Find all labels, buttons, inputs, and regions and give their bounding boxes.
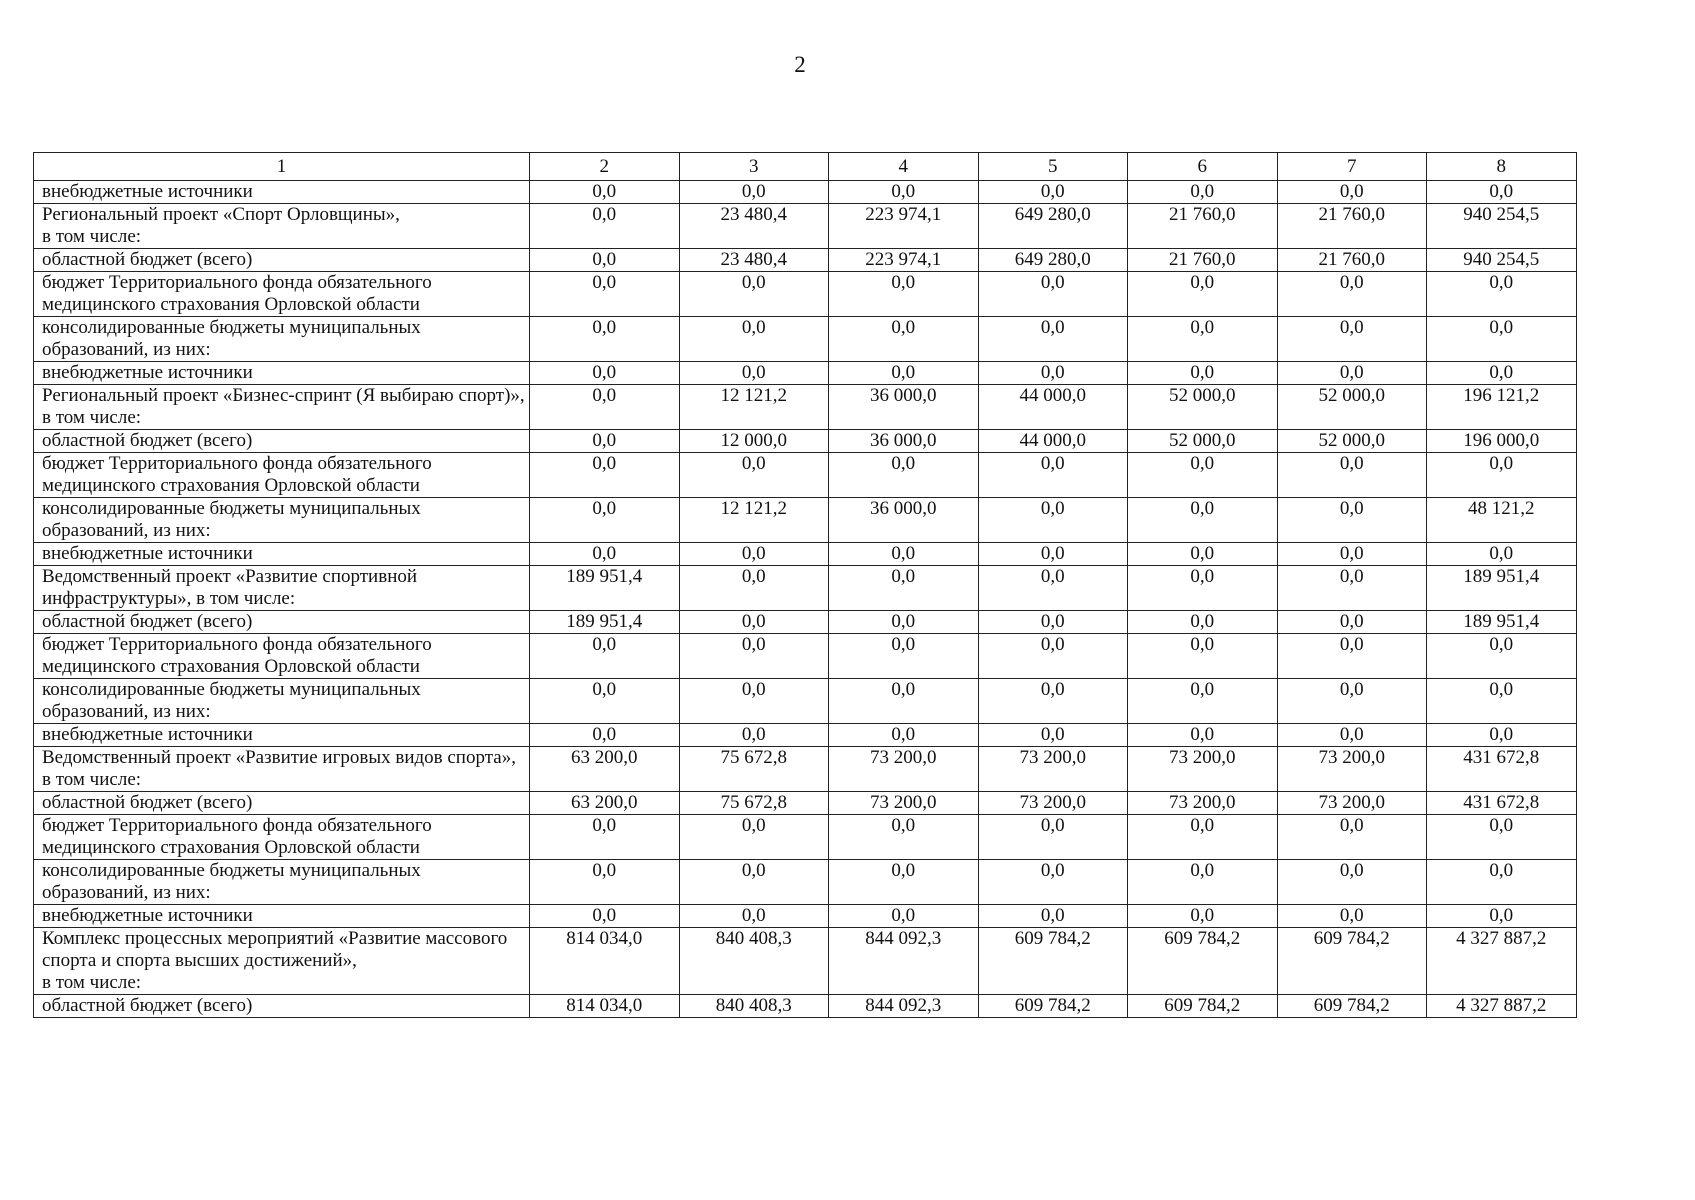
row-label: внебюджетные источники <box>34 181 530 204</box>
table-row <box>34 905 1577 928</box>
row-label: областной бюджет (всего) <box>34 249 530 272</box>
value-cell-col-6: 73 200,0 <box>1128 792 1278 815</box>
value-cell-col-2: 0,0 <box>530 317 680 362</box>
value-cell-col-4: 36 000,0 <box>829 430 979 453</box>
value-cell-col-2: 0,0 <box>530 181 680 204</box>
row-label: областной бюджет (всего) <box>34 430 530 453</box>
value-cell-col-3: 23 480,4 <box>679 204 829 249</box>
value-cell-col-8: 940 254,5 <box>1427 204 1577 249</box>
value-cell-col-7: 0,0 <box>1277 181 1427 204</box>
table-row <box>34 204 1577 249</box>
table-row <box>34 724 1577 747</box>
table-row <box>34 543 1577 566</box>
value-cell-col-3: 0,0 <box>679 272 829 317</box>
value-cell-col-6: 0,0 <box>1128 634 1278 679</box>
value-cell-col-5: 0,0 <box>978 724 1128 747</box>
value-cell-col-5: 0,0 <box>978 566 1128 611</box>
value-cell-col-2: 0,0 <box>530 430 680 453</box>
value-cell-col-5: 0,0 <box>978 453 1128 498</box>
value-cell-col-5: 609 784,2 <box>978 995 1128 1018</box>
value-cell-col-7: 0,0 <box>1277 815 1427 860</box>
row-label: Ведомственный проект «Развитие игровых видов спорта», в том числе: <box>34 747 530 792</box>
value-cell-col-2: 0,0 <box>530 498 680 543</box>
value-cell-col-8: 4 327 887,2 <box>1427 928 1577 995</box>
value-cell-col-7: 52 000,0 <box>1277 430 1427 453</box>
value-cell-col-4: 0,0 <box>829 860 979 905</box>
value-cell-col-2: 63 200,0 <box>530 792 680 815</box>
table-row <box>34 498 1577 543</box>
value-cell-col-4: 0,0 <box>829 566 979 611</box>
value-cell-col-6: 0,0 <box>1128 181 1278 204</box>
value-cell-col-3: 0,0 <box>679 724 829 747</box>
value-cell-col-7: 0,0 <box>1277 679 1427 724</box>
value-cell-col-3: 0,0 <box>679 860 829 905</box>
value-cell-col-6: 21 760,0 <box>1128 204 1278 249</box>
row-label: внебюджетные источники <box>34 362 530 385</box>
page-number: 2 <box>794 52 806 77</box>
value-cell-col-6: 0,0 <box>1128 362 1278 385</box>
value-cell-col-2: 0,0 <box>530 362 680 385</box>
value-cell-col-4: 73 200,0 <box>829 747 979 792</box>
value-cell-col-3: 840 408,3 <box>679 928 829 995</box>
value-cell-col-8: 0,0 <box>1427 724 1577 747</box>
value-cell-col-4: 844 092,3 <box>829 995 979 1018</box>
value-cell-col-8: 0,0 <box>1427 905 1577 928</box>
table-row <box>34 385 1577 430</box>
value-cell-col-6: 21 760,0 <box>1128 249 1278 272</box>
value-cell-col-7: 21 760,0 <box>1277 204 1427 249</box>
value-cell-col-8: 0,0 <box>1427 362 1577 385</box>
value-cell-col-5: 73 200,0 <box>978 747 1128 792</box>
value-cell-col-4: 223 974,1 <box>829 249 979 272</box>
value-cell-col-5: 609 784,2 <box>978 928 1128 995</box>
value-cell-col-6: 0,0 <box>1128 611 1278 634</box>
table-row <box>34 995 1577 1018</box>
value-cell-col-2: 0,0 <box>530 204 680 249</box>
value-cell-col-5: 0,0 <box>978 815 1128 860</box>
row-label: консолидированные бюджеты муниципальных образований, из них: <box>34 679 530 724</box>
value-cell-col-5: 0,0 <box>978 611 1128 634</box>
value-cell-col-7: 21 760,0 <box>1277 249 1427 272</box>
table-row <box>34 747 1577 792</box>
value-cell-col-6: 52 000,0 <box>1128 430 1278 453</box>
value-cell-col-3: 0,0 <box>679 317 829 362</box>
value-cell-col-2: 0,0 <box>530 905 680 928</box>
row-label: Ведомственный проект «Развитие спортивной инфраструктуры», в том числе: <box>34 566 530 611</box>
value-cell-col-2: 0,0 <box>530 272 680 317</box>
row-label: бюджет Территориального фонда обязательного медицинского страхования Орловской области <box>34 634 530 679</box>
value-cell-col-4: 844 092,3 <box>829 928 979 995</box>
value-cell-col-4: 0,0 <box>829 724 979 747</box>
value-cell-col-5: 0,0 <box>978 317 1128 362</box>
value-cell-col-4: 0,0 <box>829 815 979 860</box>
value-cell-col-7: 0,0 <box>1277 611 1427 634</box>
value-cell-col-3: 840 408,3 <box>679 995 829 1018</box>
value-cell-col-7: 0,0 <box>1277 453 1427 498</box>
value-cell-col-4: 0,0 <box>829 272 979 317</box>
value-cell-col-3: 0,0 <box>679 566 829 611</box>
value-cell-col-5: 0,0 <box>978 362 1128 385</box>
value-cell-col-6: 0,0 <box>1128 272 1278 317</box>
column-header-8: 8 <box>1427 153 1577 181</box>
value-cell-col-7: 0,0 <box>1277 905 1427 928</box>
column-header-6: 6 <box>1128 153 1278 181</box>
value-cell-col-2: 0,0 <box>530 543 680 566</box>
value-cell-col-3: 0,0 <box>679 679 829 724</box>
value-cell-col-8: 0,0 <box>1427 860 1577 905</box>
row-label: консолидированные бюджеты муниципальных образований, из них: <box>34 317 530 362</box>
table-header-row <box>34 153 1577 181</box>
value-cell-col-6: 0,0 <box>1128 815 1278 860</box>
table-row <box>34 634 1577 679</box>
row-label: внебюджетные источники <box>34 543 530 566</box>
table-body <box>34 181 1577 1018</box>
value-cell-col-5: 0,0 <box>978 272 1128 317</box>
value-cell-col-5: 0,0 <box>978 679 1128 724</box>
value-cell-col-6: 609 784,2 <box>1128 928 1278 995</box>
value-cell-col-7: 0,0 <box>1277 272 1427 317</box>
value-cell-col-2: 0,0 <box>530 453 680 498</box>
column-header-1: 1 <box>34 153 530 181</box>
row-label: бюджет Территориального фонда обязательного медицинского страхования Орловской области <box>34 815 530 860</box>
value-cell-col-8: 0,0 <box>1427 453 1577 498</box>
value-cell-col-3: 12 121,2 <box>679 498 829 543</box>
column-header-2: 2 <box>530 153 680 181</box>
value-cell-col-7: 0,0 <box>1277 362 1427 385</box>
value-cell-col-5: 0,0 <box>978 860 1128 905</box>
value-cell-col-8: 4 327 887,2 <box>1427 995 1577 1018</box>
row-label: внебюджетные источники <box>34 724 530 747</box>
value-cell-col-7: 0,0 <box>1277 498 1427 543</box>
table-row <box>34 317 1577 362</box>
value-cell-col-4: 0,0 <box>829 905 979 928</box>
value-cell-col-5: 649 280,0 <box>978 204 1128 249</box>
value-cell-col-4: 0,0 <box>829 679 979 724</box>
value-cell-col-8: 189 951,4 <box>1427 611 1577 634</box>
value-cell-col-7: 73 200,0 <box>1277 747 1427 792</box>
value-cell-col-5: 0,0 <box>978 181 1128 204</box>
value-cell-col-3: 0,0 <box>679 611 829 634</box>
value-cell-col-3: 0,0 <box>679 905 829 928</box>
row-label: внебюджетные источники <box>34 905 530 928</box>
value-cell-col-6: 0,0 <box>1128 679 1278 724</box>
value-cell-col-8: 48 121,2 <box>1427 498 1577 543</box>
value-cell-col-2: 814 034,0 <box>530 995 680 1018</box>
value-cell-col-3: 0,0 <box>679 634 829 679</box>
value-cell-col-4: 0,0 <box>829 317 979 362</box>
value-cell-col-3: 0,0 <box>679 181 829 204</box>
value-cell-col-4: 0,0 <box>829 611 979 634</box>
value-cell-col-2: 0,0 <box>530 634 680 679</box>
value-cell-col-8: 0,0 <box>1427 543 1577 566</box>
table-row <box>34 249 1577 272</box>
value-cell-col-6: 0,0 <box>1128 905 1278 928</box>
column-header-4: 4 <box>829 153 979 181</box>
value-cell-col-7: 0,0 <box>1277 724 1427 747</box>
value-cell-col-6: 609 784,2 <box>1128 995 1278 1018</box>
value-cell-col-8: 0,0 <box>1427 815 1577 860</box>
value-cell-col-4: 0,0 <box>829 543 979 566</box>
value-cell-col-2: 0,0 <box>530 724 680 747</box>
row-label: бюджет Территориального фонда обязательного медицинского страхования Орловской области <box>34 453 530 498</box>
value-cell-col-4: 36 000,0 <box>829 385 979 430</box>
value-cell-col-8: 0,0 <box>1427 181 1577 204</box>
row-label: консолидированные бюджеты муниципальных образований, из них: <box>34 498 530 543</box>
value-cell-col-5: 0,0 <box>978 905 1128 928</box>
row-label: консолидированные бюджеты муниципальных образований, из них: <box>34 860 530 905</box>
row-label: Региональный проект «Спорт Орловщины», в том числе: <box>34 204 530 249</box>
value-cell-col-3: 23 480,4 <box>679 249 829 272</box>
table-row <box>34 792 1577 815</box>
value-cell-col-5: 0,0 <box>978 543 1128 566</box>
value-cell-col-4: 73 200,0 <box>829 792 979 815</box>
row-label: областной бюджет (всего) <box>34 611 530 634</box>
value-cell-col-6: 0,0 <box>1128 543 1278 566</box>
column-header-5: 5 <box>978 153 1128 181</box>
table-row <box>34 430 1577 453</box>
row-label: Комплекс процессных мероприятий «Развитие массового спорта и спорта высших достижений», в том числе: <box>34 928 530 995</box>
budget-table-container <box>33 152 1576 1018</box>
table-row <box>34 860 1577 905</box>
value-cell-col-8: 431 672,8 <box>1427 747 1577 792</box>
value-cell-col-6: 0,0 <box>1128 498 1278 543</box>
value-cell-col-8: 196 121,2 <box>1427 385 1577 430</box>
table-row <box>34 566 1577 611</box>
value-cell-col-7: 0,0 <box>1277 566 1427 611</box>
value-cell-col-6: 0,0 <box>1128 317 1278 362</box>
value-cell-col-8: 189 951,4 <box>1427 566 1577 611</box>
value-cell-col-7: 0,0 <box>1277 860 1427 905</box>
value-cell-col-8: 0,0 <box>1427 634 1577 679</box>
table-row <box>34 928 1577 995</box>
value-cell-col-5: 0,0 <box>978 498 1128 543</box>
value-cell-col-6: 0,0 <box>1128 860 1278 905</box>
value-cell-col-3: 0,0 <box>679 815 829 860</box>
row-label: областной бюджет (всего) <box>34 995 530 1018</box>
table-row <box>34 611 1577 634</box>
row-label: Региональный проект «Бизнес-спринт (Я выбираю спорт)», в том числе: <box>34 385 530 430</box>
value-cell-col-3: 0,0 <box>679 362 829 385</box>
value-cell-col-2: 0,0 <box>530 679 680 724</box>
value-cell-col-4: 0,0 <box>829 453 979 498</box>
value-cell-col-4: 0,0 <box>829 634 979 679</box>
table-row <box>34 679 1577 724</box>
table-row <box>34 362 1577 385</box>
value-cell-col-2: 814 034,0 <box>530 928 680 995</box>
table-row <box>34 815 1577 860</box>
value-cell-col-2: 0,0 <box>530 249 680 272</box>
value-cell-col-5: 649 280,0 <box>978 249 1128 272</box>
row-label: бюджет Территориального фонда обязательного медицинского страхования Орловской области <box>34 272 530 317</box>
value-cell-col-7: 52 000,0 <box>1277 385 1427 430</box>
value-cell-col-7: 0,0 <box>1277 634 1427 679</box>
value-cell-col-2: 63 200,0 <box>530 747 680 792</box>
value-cell-col-5: 0,0 <box>978 634 1128 679</box>
column-header-7: 7 <box>1277 153 1427 181</box>
value-cell-col-7: 73 200,0 <box>1277 792 1427 815</box>
budget-table <box>33 152 1577 1018</box>
value-cell-col-6: 0,0 <box>1128 453 1278 498</box>
value-cell-col-8: 0,0 <box>1427 317 1577 362</box>
value-cell-col-7: 609 784,2 <box>1277 928 1427 995</box>
value-cell-col-3: 0,0 <box>679 543 829 566</box>
value-cell-col-6: 52 000,0 <box>1128 385 1278 430</box>
value-cell-col-4: 223 974,1 <box>829 204 979 249</box>
value-cell-col-2: 189 951,4 <box>530 566 680 611</box>
table-row <box>34 181 1577 204</box>
value-cell-col-7: 0,0 <box>1277 543 1427 566</box>
value-cell-col-5: 44 000,0 <box>978 385 1128 430</box>
column-header-3: 3 <box>679 153 829 181</box>
value-cell-col-6: 73 200,0 <box>1128 747 1278 792</box>
value-cell-col-7: 0,0 <box>1277 317 1427 362</box>
table-row <box>34 272 1577 317</box>
value-cell-col-3: 12 000,0 <box>679 430 829 453</box>
value-cell-col-3: 75 672,8 <box>679 747 829 792</box>
value-cell-col-5: 44 000,0 <box>978 430 1128 453</box>
value-cell-col-8: 0,0 <box>1427 679 1577 724</box>
value-cell-col-8: 0,0 <box>1427 272 1577 317</box>
value-cell-col-4: 36 000,0 <box>829 498 979 543</box>
table-row <box>34 453 1577 498</box>
value-cell-col-2: 189 951,4 <box>530 611 680 634</box>
value-cell-col-4: 0,0 <box>829 181 979 204</box>
value-cell-col-4: 0,0 <box>829 362 979 385</box>
value-cell-col-3: 12 121,2 <box>679 385 829 430</box>
value-cell-col-8: 431 672,8 <box>1427 792 1577 815</box>
value-cell-col-3: 0,0 <box>679 453 829 498</box>
value-cell-col-6: 0,0 <box>1128 566 1278 611</box>
value-cell-col-2: 0,0 <box>530 815 680 860</box>
value-cell-col-6: 0,0 <box>1128 724 1278 747</box>
value-cell-col-5: 73 200,0 <box>978 792 1128 815</box>
value-cell-col-2: 0,0 <box>530 385 680 430</box>
value-cell-col-8: 196 000,0 <box>1427 430 1577 453</box>
value-cell-col-8: 940 254,5 <box>1427 249 1577 272</box>
value-cell-col-3: 75 672,8 <box>679 792 829 815</box>
value-cell-col-7: 609 784,2 <box>1277 995 1427 1018</box>
value-cell-col-2: 0,0 <box>530 860 680 905</box>
row-label: областной бюджет (всего) <box>34 792 530 815</box>
